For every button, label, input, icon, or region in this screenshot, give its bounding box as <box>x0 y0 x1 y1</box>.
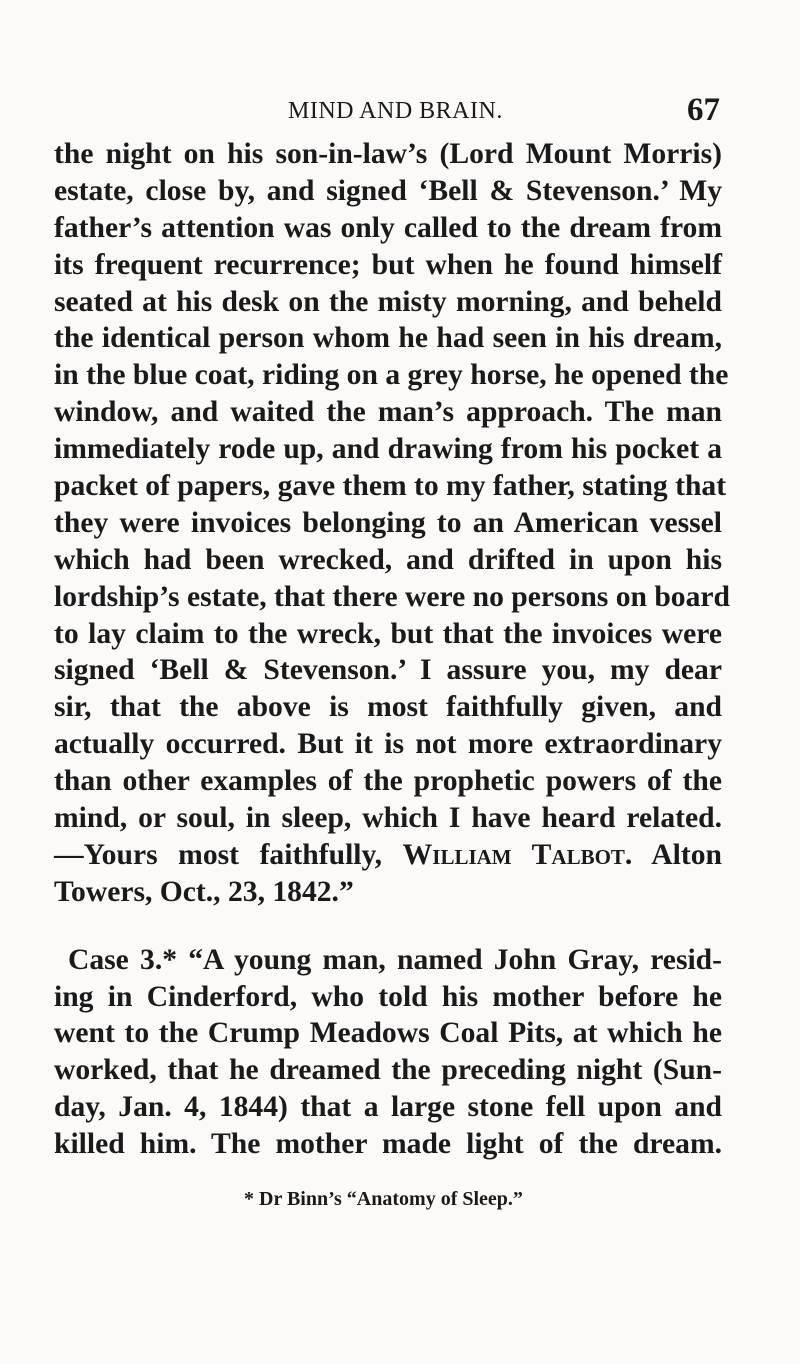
dateline: Towers, Oct., 23, 1842.” <box>54 875 354 908</box>
text-line: worked, that he dreamed the preceding night (Sun- <box>54 1054 722 1087</box>
text-line: went to the Crump Meadows Coal Pits, at which he <box>54 1017 722 1050</box>
running-head <box>288 92 720 128</box>
text-line: sir, that the above is most faithfully given, and <box>54 691 722 724</box>
text-line: packet of papers, gave them to my father, stating that <box>54 470 727 503</box>
text-line: immediately rode up, and drawing from his pocket a <box>54 433 722 466</box>
text-line: seated at his desk on the misty morning, and beheld <box>54 285 722 318</box>
signature-prefix: —Yours most faithfully, <box>54 838 403 871</box>
footnote: * Dr Binn’s “Anatomy of Sleep.” <box>244 1188 523 1210</box>
paragraph-gap <box>54 911 722 942</box>
text-line: window, and waited the man’s approach. The man <box>54 396 722 429</box>
text-line: signed ‘Bell & Stevenson.’ I assure you, my dear <box>54 654 722 687</box>
paragraph-letter-continuation <box>54 136 730 911</box>
text-line: killed him. The mother made light of the dream. <box>54 1128 722 1161</box>
paragraph-case-3 <box>54 942 722 1163</box>
signature-line <box>54 837 722 874</box>
signature-name: William Talbot. <box>402 838 633 871</box>
text-line: which had been wrecked, and drifted in upon his <box>54 543 722 576</box>
text-line: ing in Cinderford, who told his mother before he <box>54 980 722 1013</box>
text-line: Case 3.* “A young man, named John Gray, resid- <box>68 943 722 976</box>
text-line: day, Jan. 4, 1844) that a large stone fell upon and <box>54 1091 722 1124</box>
text-line: in the blue coat, riding on a grey horse, he opened the <box>54 359 729 392</box>
text-line: estate, close by, and signed ‘Bell & Stevenson.’ My <box>54 174 722 207</box>
text-line: than other examples of the prophetic powers of the <box>54 765 722 798</box>
text-line: to lay claim to the wreck, but that the invoices were <box>54 617 722 650</box>
text-line: lordship’s estate, that there were no persons on board <box>54 580 730 613</box>
text-line: father’s attention was only called to the dream from <box>54 211 722 244</box>
text-line: actually occurred. But it is not more extraordinary <box>54 728 722 761</box>
text-line: the night on his son-in-law’s (Lord Mount Morris) <box>54 138 722 170</box>
text-line: its frequent recurrence; but when he found himself <box>54 248 722 281</box>
text-line: mind, or soul, in sleep, which I have heard related. <box>54 802 722 835</box>
body-text <box>54 136 730 1163</box>
text-line: the identical person whom he had seen in his dream, <box>54 322 722 355</box>
page-number: 67 <box>687 92 720 128</box>
signature-suffix: Alton <box>632 838 722 871</box>
text-line: they were invoices belonging to an American vessel <box>54 506 722 539</box>
running-title: MIND AND BRAIN. <box>288 98 503 124</box>
